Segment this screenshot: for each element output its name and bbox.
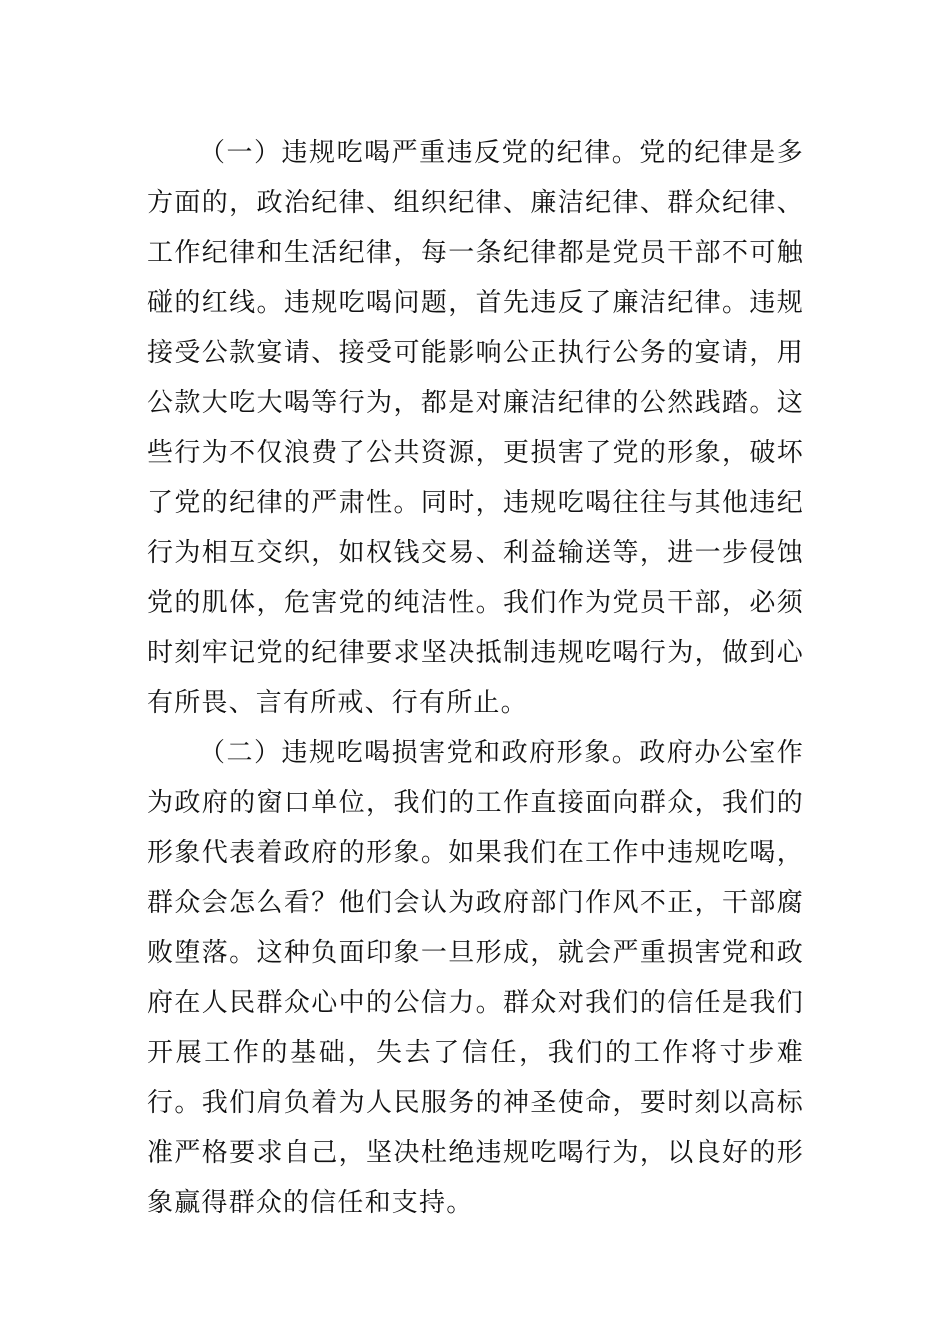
paragraph-government-image: （二）违规吃喝损害党和政府形象。政府办公室作为政府的窗口单位，我们的工作直接面向群众，我们的形象代表着政府的形象。如果我们在工作中违规吃喝，群众会怎么看？他们会认为政府部门作风不正，干部腐败堕落。这种负面印象一旦形成，就会严重损害党和政府在人民群众心中的公信力。群众对我们的信任是我们开展工作的基础，失去了信任，我们的工作将寸步难行。我们肩负着为人民服务的神圣使命，要时刻以高标准严格要求自己，坚决杜绝违规吃喝行为，以良好的形象赢得群众的信任和支持。: [147, 738, 804, 1218]
document-body: [147, 128, 804, 1228]
paragraph-discipline: （一）违规吃喝严重违反党的纪律。党的纪律是多方面的，政治纪律、组织纪律、廉洁纪律、群众纪律、工作纪律和生活纪律，每一条纪律都是党员干部不可触碰的红线。违规吃喝问题，首先违反了廉洁纪律。违规接受公款宴请、接受可能影响公正执行公务的宴请，用公款大吃大喝等行为，都是对廉洁纪律的公然践踏。这些行为不仅浪费了公共资源，更损害了党的形象，破坏了党的纪律的严肃性。同时，违规吃喝往往与其他违纪行为相互交织，如权钱交易、利益输送等，进一步侵蚀党的肌体，危害党的纯洁性。我们作为党员干部，必须时刻牢记党的纪律要求坚决抵制违规吃喝行为，做到心有所畏、言有所戒、行有所止。: [147, 138, 804, 718]
